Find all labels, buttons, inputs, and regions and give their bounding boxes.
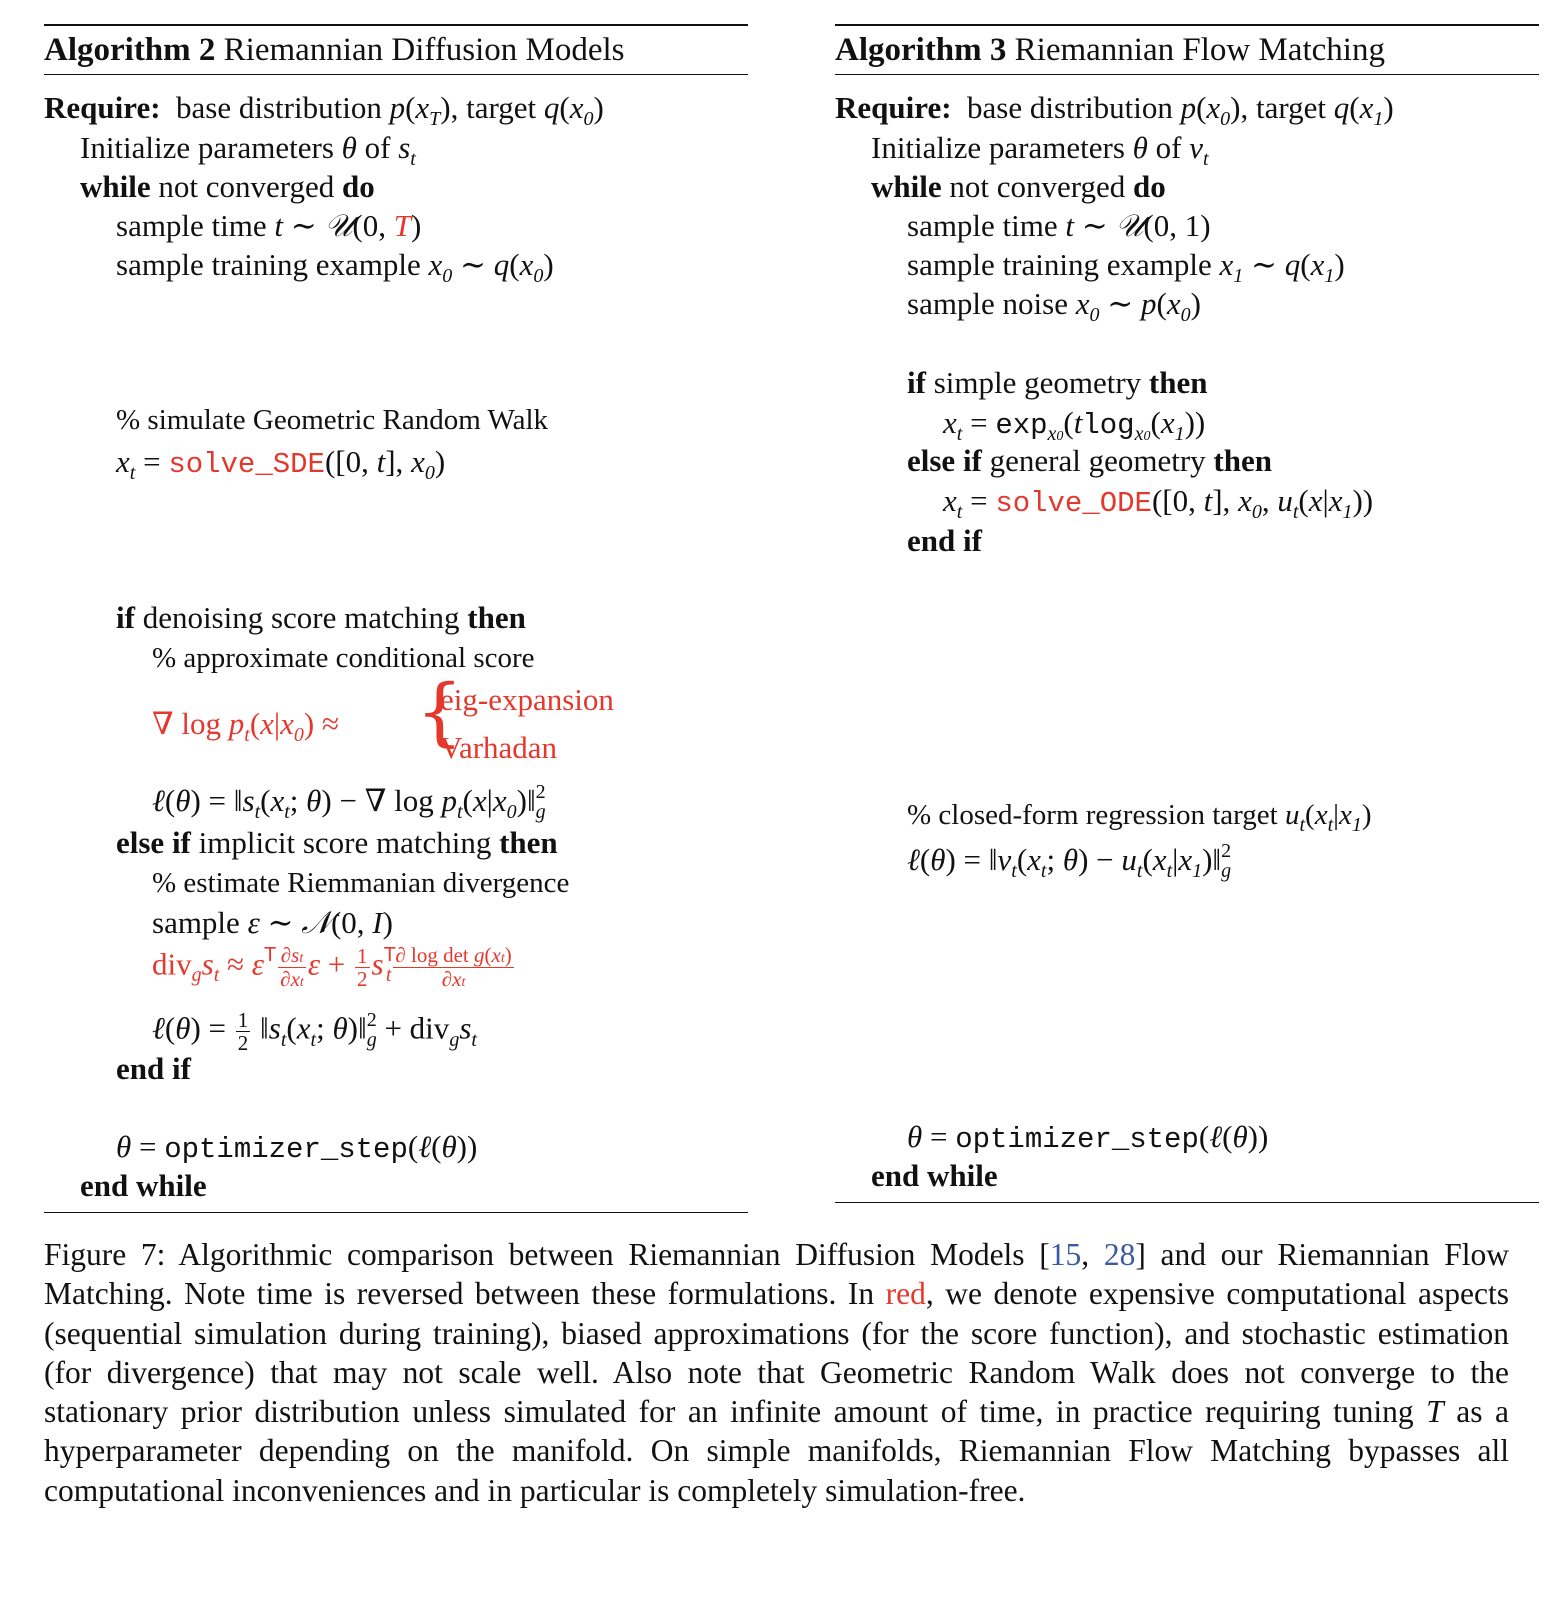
loss-dsm-line: ℓ(θ) = $‖s_t(x_t$; θ) − ∇ $\log p_t(x|x_0)‖^2_g$ xyxy=(152,781,546,823)
top-rule xyxy=(835,24,1539,26)
endwhile-line: end while xyxy=(871,1158,998,1193)
comment-simulate: % simulate Geometric Random Walk xyxy=(116,404,549,436)
sample-eps-line: sample ε ∼ 𝒩(0, I) xyxy=(152,905,393,941)
loss-ism-line: ℓ(θ) = $\frac{1}{2}$ $‖s_t(x_t$; θ)‖$^2_g$ + $div_gs_t$ xyxy=(152,1008,477,1056)
algorithm-2-title: Algorithm 2 Riemannian Diffusion Models xyxy=(44,32,625,68)
exp-map-line: $x_t = \exp_{x0}(tlog_{x0}(x_1))$ xyxy=(943,405,1206,445)
solve-ode-line: $x_t$ = solve_ODE([0, t], $x_0$, $u_t(x|x_1)$) xyxy=(943,483,1374,523)
init-line: Initialize parameters θ of $v_t$ xyxy=(871,130,1209,170)
sample-time-line: sample time t ∼ 𝒰(0, 1) xyxy=(907,208,1211,244)
optimizer-line: θ = optimizer_step(ℓ(θ)) xyxy=(116,1129,478,1166)
citation-28[interactable]: 28 xyxy=(1103,1237,1136,1272)
sample-example-line: sample training example $x_1$ ∼ $q(x_1)$ xyxy=(907,247,1345,287)
elseif-ism-line: else if implicit score matching then xyxy=(116,825,558,860)
eig-expansion-label: eig-expansion xyxy=(440,682,614,717)
if-simple-line: if simple geometry then xyxy=(907,365,1208,400)
sample-example-line: sample training example $x_0$ ∼ $q(x_0)$ xyxy=(116,247,554,287)
if-dsm-line: if denoising score matching then xyxy=(116,600,526,635)
red-keyword: red xyxy=(885,1276,926,1312)
elseif-general-line: else if general geometry then xyxy=(907,443,1272,478)
cases-brace: { xyxy=(416,669,464,755)
comment-target-line: % closed-form regression target $u_t(x_t|x_1)$ xyxy=(907,799,1372,836)
citation-15[interactable]: 15 xyxy=(1049,1237,1082,1272)
solve-sde-line: $x_t$ = solve_SDE([0, t], $x_0$) xyxy=(116,444,446,484)
divergence-line: $div_gs_t \approx \varepsilon^T$ $\frac{\partial st}{\partial xt}$ ε + $\frac{1}{2}$ $s^T_t$ $\frac{\text{∂ log det g(xt)}}{\partial xt}$ xyxy=(152,943,512,991)
sample-noise-line: sample noise $x_0$ ∼ $p(x_0)$ xyxy=(907,286,1201,326)
endif-line: end if xyxy=(116,1051,191,1086)
top-rule xyxy=(44,24,748,26)
endif-line: end if xyxy=(907,523,982,558)
require-line: Require: base distribution $p(x_T)$, target $q(x_0)$ xyxy=(44,90,604,130)
approx-score-line: ∇ $\log p_t(x|x_0)$ ≈ xyxy=(152,706,339,746)
while-line: while not converged do xyxy=(80,169,375,204)
title-rule xyxy=(835,74,1539,75)
bottom-rule xyxy=(835,1202,1539,1203)
optimizer-line: θ = optimizer_step(ℓ(θ)) xyxy=(907,1119,1269,1156)
algorithm-3-title: Algorithm 3 Riemannian Flow Matching xyxy=(835,32,1385,68)
loss-fm-line: ℓ(θ) = $‖v_t(x_t$; $\theta) - u_t(x_t|x_1)‖^2_g$ xyxy=(907,840,1232,882)
bottom-rule xyxy=(44,1212,748,1213)
sample-time-line: sample time t ∼ 𝒰(0, T) xyxy=(116,208,422,244)
endwhile-line: end while xyxy=(80,1168,207,1203)
comment-estimate: % estimate Riemmanian divergence xyxy=(152,867,570,899)
comment-approx: % approximate conditional score xyxy=(152,642,535,674)
while-line: while not converged do xyxy=(871,169,1166,204)
init-line: Initialize parameters θ of $s_t$ xyxy=(80,130,416,170)
title-rule xyxy=(44,74,748,75)
algorithm-3-box xyxy=(835,24,1539,1238)
require-line: Require: base distribution $p(x_0)$, target $q(x_1)$ xyxy=(835,90,1394,130)
algorithm-2-box xyxy=(44,24,748,1248)
figure-caption: Figure 7: Algorithmic comparison between Riemannian Diffusion Models [15, 28] and our Riemannian Flow Matching. Note time is reversed between these formulations. In red, we denote expensive computational aspects (sequential simulation during training), biased approximations (for the score function), and stochastic estimation (for divergence) that may not scale well. Also note that Geometric Random Walk does not converge to the stationary prior distribution unless simulated for an infinite amount of time, in practice requiring tuning T as a hyperparameter depending on the manifold. On simple manifolds, Riemannian Flow Matching bypasses all computational inconveniences and in particular is completely simulation-free. xyxy=(44,1237,1509,1508)
varhadan-label: Varhadan xyxy=(440,730,558,765)
